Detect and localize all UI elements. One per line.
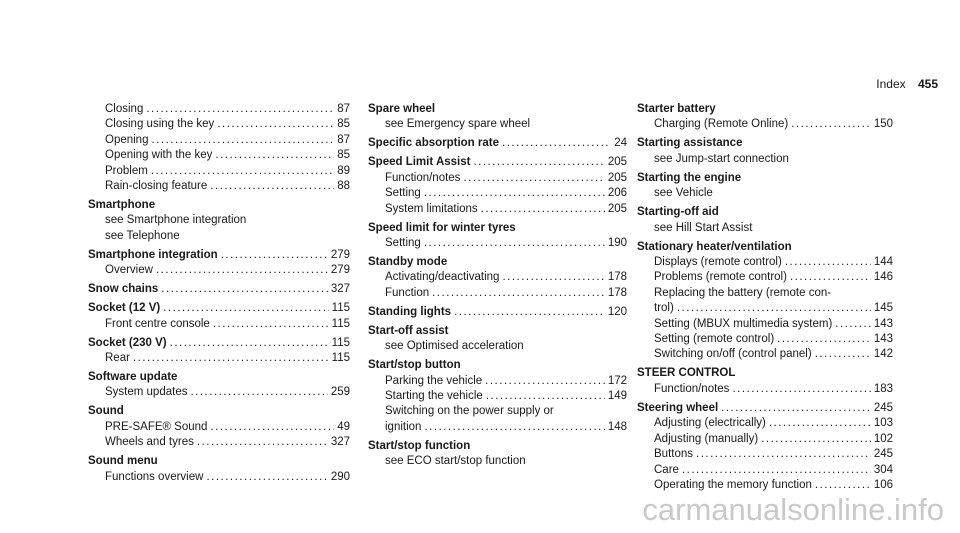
page-ref[interactable]: 87 (337, 103, 350, 115)
index-column-1 (88, 102, 350, 485)
entry-text: Problem (105, 164, 148, 177)
index-entry (368, 305, 627, 320)
index-subentry (637, 317, 893, 332)
index-subentry (637, 382, 893, 397)
index-subentry (368, 202, 627, 217)
page-header (876, 77, 938, 91)
index-entry (637, 205, 893, 220)
entry-text: Standby mode (368, 256, 448, 269)
entry-text: Setting (385, 187, 421, 200)
page-ref[interactable]: 115 (331, 336, 350, 349)
index-subentry (368, 339, 627, 354)
entry-text: see ECO start/stop function (385, 455, 526, 468)
entry-text: Socket (12 V) (88, 302, 161, 315)
dot-leader (835, 317, 871, 332)
dot-leader (170, 336, 329, 351)
entry-text: Setting (remote control) (654, 333, 775, 346)
page-ref[interactable]: 88 (337, 180, 350, 193)
page-ref[interactable]: 183 (873, 382, 893, 395)
section-title: Index (876, 77, 906, 91)
page-ref[interactable]: 146 (873, 271, 893, 284)
index-entry (88, 454, 350, 469)
page-ref[interactable]: 206 (607, 187, 627, 200)
page-ref[interactable]: 85 (337, 118, 350, 131)
entry-text: Switching on the power supply or (385, 405, 554, 418)
index-subentry (368, 404, 627, 419)
index-subentry (88, 213, 350, 228)
entry-text: Starting assistance (637, 137, 743, 150)
entry-text: Smartphone (88, 199, 156, 212)
dot-leader (163, 301, 328, 316)
entry-text: Function/notes (654, 382, 730, 395)
entry-text: Charging (Remote Online) (654, 118, 789, 131)
index-entry (88, 248, 350, 263)
index-subentry (88, 164, 350, 179)
page-ref[interactable]: 24 (614, 137, 627, 150)
page-ref[interactable]: 290 (330, 470, 350, 483)
index-entry (88, 370, 350, 385)
index-subentry (368, 236, 627, 251)
page-ref[interactable]: 205 (607, 171, 627, 184)
entry-text: Starter battery (637, 103, 716, 115)
index-subentry (368, 389, 627, 404)
entry-text: Switching on/off (control panel) (654, 348, 812, 361)
entry-text: trol) (654, 302, 674, 315)
page-ref[interactable]: 115 (331, 352, 350, 365)
entry-text: Opening (105, 133, 149, 146)
index-subentry (368, 286, 627, 301)
entry-text: Snow chains (88, 283, 159, 296)
page-ref[interactable]: 103 (873, 417, 893, 430)
index-entry (88, 404, 350, 419)
dot-leader (485, 374, 605, 389)
index-entry (88, 198, 350, 213)
page-ref[interactable]: 279 (330, 248, 350, 261)
entry-text: Starting the vehicle (385, 390, 483, 403)
entry-text: Steering wheel (637, 401, 719, 414)
watermark: carmanualsonline.info (642, 492, 944, 527)
dot-leader (761, 432, 871, 447)
page-ref[interactable]: 178 (607, 271, 627, 284)
dot-leader (815, 347, 871, 362)
entry-text: see Telephone (105, 229, 180, 242)
index-subentry (637, 270, 893, 285)
index-subentry (88, 229, 350, 244)
index-entry (88, 282, 350, 297)
index-subentry (88, 435, 350, 450)
dot-leader (432, 286, 605, 301)
entry-text: Socket (230 V) (88, 336, 167, 349)
index-entry (637, 401, 893, 416)
dot-leader (161, 282, 328, 297)
page-ref[interactable]: 245 (873, 401, 893, 414)
page-ref[interactable]: 49 (337, 420, 350, 433)
page-ref[interactable]: 304 (873, 463, 893, 476)
dot-leader (791, 117, 871, 132)
dot-leader (677, 301, 871, 316)
index-entry (368, 255, 627, 270)
entry-text: Speed limit for winter tyres (368, 221, 516, 234)
entry-text: Front centre console (105, 317, 210, 330)
index-entry (637, 102, 893, 117)
dot-leader (815, 478, 871, 493)
index-subentry (637, 478, 893, 493)
dot-leader (146, 102, 334, 117)
dot-leader (769, 416, 871, 431)
index-subentry (637, 416, 893, 431)
dot-leader (463, 171, 604, 186)
index-subentry (637, 432, 893, 447)
index-subentry (637, 286, 893, 301)
entry-text: see Emergency spare wheel (385, 118, 531, 131)
index-subentry (88, 420, 350, 435)
dot-leader (424, 420, 604, 435)
index-subentry (637, 117, 893, 132)
page-ref[interactable]: 144 (873, 256, 893, 269)
page-ref[interactable]: 115 (331, 317, 350, 330)
index-entry (637, 366, 893, 381)
entry-text: Smartphone integration (88, 248, 218, 261)
entry-text: Start/stop button (368, 359, 461, 372)
index-subentry (88, 148, 350, 163)
page-ref[interactable]: 327 (330, 283, 350, 296)
dot-leader (682, 463, 871, 478)
index-subentry (88, 102, 350, 117)
entry-text: Specific absorption rate (368, 137, 500, 150)
entry-text: Operating the memory function (654, 478, 812, 491)
page-ref[interactable]: 142 (873, 348, 893, 361)
page-ref[interactable]: 259 (330, 386, 350, 399)
index-entry (637, 136, 893, 151)
index-entry (368, 439, 627, 454)
index-entry (368, 324, 627, 339)
index-subentry (88, 385, 350, 400)
dot-leader (454, 305, 605, 320)
entry-text: Closing using the key (105, 118, 215, 131)
page-ref[interactable]: 279 (330, 264, 350, 277)
page-ref[interactable]: 87 (337, 133, 350, 146)
index-entry (368, 136, 627, 151)
page-ref[interactable]: 205 (607, 156, 627, 169)
entry-text: Setting (385, 237, 421, 250)
dot-leader (424, 236, 605, 251)
entry-text: Stationary heater/ventilation (637, 240, 792, 253)
entry-text: Speed Limit Assist (368, 156, 471, 169)
entry-text: STEER CONTROL (637, 367, 736, 380)
entry-text: System updates (105, 386, 188, 399)
index-subentry (637, 301, 893, 316)
index-subentry (88, 263, 350, 278)
entry-text: Closing (105, 103, 144, 115)
index-subentry (368, 186, 627, 201)
entry-text: Displays (remote control) (654, 256, 782, 269)
page-ref[interactable]: 190 (607, 237, 627, 250)
dot-leader (502, 270, 604, 285)
page-ref[interactable]: 205 (607, 202, 627, 215)
index-subentry (637, 186, 893, 201)
dot-leader (190, 385, 327, 400)
entry-text: Function (385, 286, 430, 299)
page-ref[interactable]: 106 (873, 478, 893, 491)
entry-text: Setting (MBUX multimedia system) (654, 317, 833, 330)
entry-text: Sound menu (88, 455, 158, 468)
dot-leader (151, 164, 334, 179)
index-subentry (368, 420, 627, 435)
page-ref[interactable]: 143 (873, 333, 893, 346)
dot-leader (785, 255, 871, 270)
index-subentry (368, 117, 627, 132)
index-subentry (368, 270, 627, 285)
index-subentry (88, 117, 350, 132)
entry-text: see Jump-start connection (654, 152, 789, 165)
entry-text: System limitations (385, 202, 478, 215)
page-ref[interactable]: 115 (331, 302, 350, 315)
index-subentry (637, 463, 893, 478)
index-subentry (88, 351, 350, 366)
dot-leader (133, 351, 329, 366)
entry-text: Care (654, 463, 679, 476)
dot-leader (197, 435, 328, 450)
dot-leader (217, 117, 334, 132)
index-subentry (368, 171, 627, 186)
index-subentry (637, 447, 893, 462)
dot-leader (473, 155, 604, 170)
page-ref[interactable]: 89 (337, 164, 350, 177)
entry-text: Function/notes (385, 171, 461, 184)
index-entry (637, 171, 893, 186)
entry-text: Standing lights (368, 305, 452, 318)
dot-leader (206, 470, 327, 485)
entry-text: see Vehicle (654, 187, 713, 200)
entry-text: Opening with the key (105, 149, 213, 162)
entry-text: see Optimised acceleration (385, 340, 524, 353)
entry-text: Rain-closing feature (105, 180, 208, 193)
page-ref[interactable]: 149 (607, 390, 627, 403)
entry-text: see Smartphone integration (105, 214, 247, 227)
index-subentry (637, 347, 893, 362)
index-subentry (88, 179, 350, 194)
dot-leader (210, 179, 334, 194)
index-subentry (368, 374, 627, 389)
entry-text: Activating/deactivating (385, 271, 500, 284)
page-ref[interactable]: 172 (607, 374, 627, 387)
page-ref[interactable]: 85 (337, 149, 350, 162)
dot-leader (721, 401, 871, 416)
index-subentry (637, 152, 893, 167)
index-column-2 (368, 102, 627, 470)
page-number: 455 (917, 77, 938, 91)
index-entry (88, 336, 350, 351)
page-ref[interactable]: 178 (607, 286, 627, 299)
entry-text: see Hill Start Assist (654, 221, 753, 234)
dot-leader (790, 270, 871, 285)
index-entry (368, 358, 627, 373)
entry-text: PRE-SAFE® Sound (105, 420, 208, 433)
dot-leader (210, 420, 334, 435)
entry-text: Start-off assist (368, 324, 449, 337)
entry-text: Starting the engine (637, 171, 742, 184)
index-subentry (88, 317, 350, 332)
page-ref[interactable]: 150 (873, 118, 893, 131)
index-subentry (637, 221, 893, 236)
entry-text: Rear (105, 352, 130, 365)
entry-text: Adjusting (manually) (654, 432, 759, 445)
page-ref[interactable]: 148 (607, 420, 627, 433)
entry-text: Spare wheel (368, 103, 436, 115)
page-ref[interactable]: 327 (330, 436, 350, 449)
entry-text: Buttons (654, 448, 693, 461)
index-subentry (637, 332, 893, 347)
index-entry (637, 240, 893, 255)
dot-leader (424, 186, 605, 201)
index-subentry (637, 255, 893, 270)
entry-text: Starting-off aid (637, 206, 719, 219)
dot-leader (732, 382, 870, 397)
index-subentry (88, 470, 350, 485)
dot-leader (215, 148, 334, 163)
dot-leader (221, 248, 328, 263)
index-entry (368, 221, 627, 236)
page-ref[interactable]: 102 (873, 432, 893, 445)
dot-leader (502, 136, 611, 151)
entry-text: Software update (88, 371, 178, 384)
page-ref[interactable]: 145 (873, 302, 893, 315)
entry-text: Overview (105, 264, 153, 277)
entry-text: Adjusting (electrically) (654, 417, 766, 430)
index-entry (368, 102, 627, 117)
dot-leader (151, 133, 334, 148)
dot-leader (481, 202, 605, 217)
dot-leader (696, 447, 871, 462)
index-entry (88, 301, 350, 316)
index-entry (368, 155, 627, 170)
index-subentry (88, 133, 350, 148)
entry-text: Start/stop function (368, 439, 471, 452)
dot-leader (156, 263, 328, 278)
entry-text: Sound (88, 405, 124, 418)
index-column-3 (637, 102, 893, 493)
index-subentry (368, 454, 627, 469)
entry-text: Replacing the battery (remote con- (654, 286, 832, 299)
page-ref[interactable]: 120 (607, 305, 627, 318)
dot-leader (486, 389, 605, 404)
entry-text: Parking the vehicle (385, 374, 483, 387)
entry-text: Problems (remote control) (654, 271, 787, 284)
entry-text: Wheels and tyres (105, 436, 194, 449)
page-ref[interactable]: 245 (873, 448, 893, 461)
dot-leader (777, 332, 871, 347)
entry-text: ignition (385, 420, 422, 433)
dot-leader (213, 317, 329, 332)
page-ref[interactable]: 143 (873, 317, 893, 330)
entry-text: Functions overview (105, 470, 204, 483)
